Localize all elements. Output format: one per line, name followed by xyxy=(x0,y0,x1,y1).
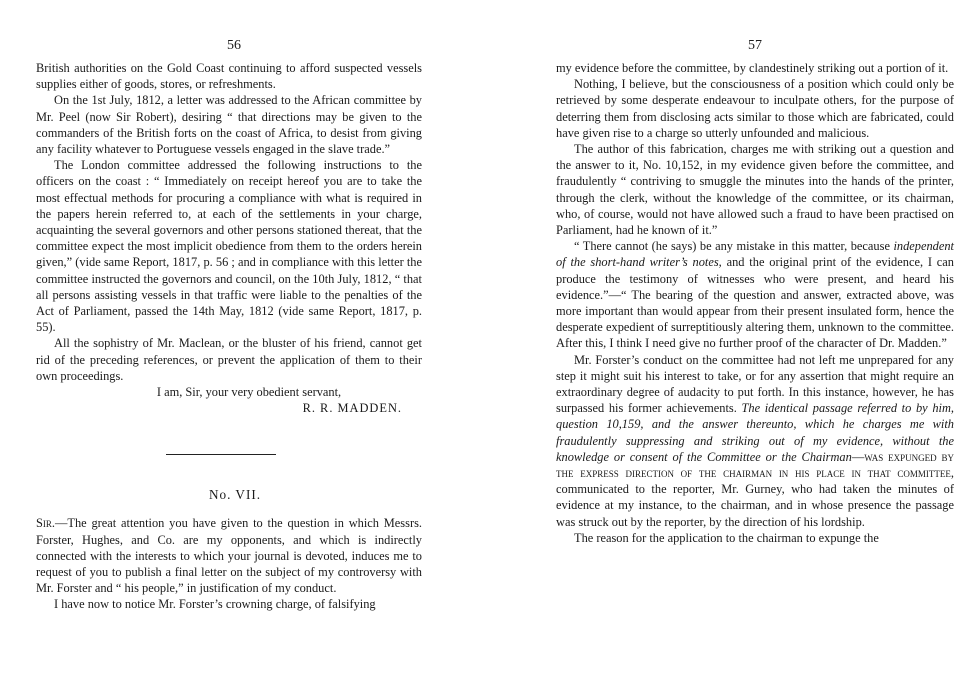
left-paragraph-1: British authorities on the Gold Coast continuing to afford suspected vessels supplies either of goods, stores, or refreshments. xyxy=(36,61,422,92)
left-page xyxy=(0,0,470,697)
left-paragraph-5-text: —The great attention you have given to the question in which Messrs. Forster, Hughes, and Co. are my opponents, and which is indirectly connected with the interests to which your journal is devoted, induces me to request of you to publish a final letter on the subject of my controversy with Mr. Forster and “ his people,” in justification of my conduct. xyxy=(36,516,422,596)
section-divider xyxy=(166,454,276,455)
page-number-right: 57 xyxy=(748,38,762,53)
right-paragraph-3: The author of this fabrication, charges me with striking out a question and the answer to it, No. 10,152, in my evidence given before the committee, and fraudulently “ contriving to smuggle the minutes into the hands of the printer, through the clerk, without the knowledge of the committee, or its chairman, who, of course, would not have allowed such a fraud to have been practised on Parliament, had he known of it.” xyxy=(556,142,954,238)
left-paragraph-4: All the sophistry of Mr. Maclean, or the bluster of his friend, cannot get rid of the preceding references, or prevent the application of them to their own proceedings. xyxy=(36,336,422,383)
paragraph-5-end: communicated to the reporter, Mr. Gurney, who had taken the minutes of evidence at my instance, to the chairman, and in whose presence the passage was struck out by the reporter, by the direction of his lordship. xyxy=(556,482,954,529)
paragraph-5-italic: The identical passage referred to by him, question 10,159, and the answer thereunto, which he charges me with fraudulently suppressing and striking out of my evidence, without the knowledge or consent of the Committee or the Chairman xyxy=(556,401,954,464)
letter-signature: R. R. MADDEN. xyxy=(302,401,402,416)
quote-italic: independent of the short-hand writer’s notes, xyxy=(556,239,954,270)
left-paragraph-2: On the 1st July, 1812, a letter was addressed to the African committee by Mr. Peel (now Sir Robert), desiring “ that directions may be given to the commanders of the British forts on the coast of Africa, to desist from giving any facility whatever to Portuguese vessels engaged in the slave trade.” xyxy=(36,93,422,157)
right-paragraph-4 xyxy=(556,238,954,351)
right-paragraph-5 xyxy=(556,352,954,530)
quote-rest: and the original print of the evidence, I can produce the testimony of witnesses who were present, and heard his evidence.”—“ The bearing of the question and answer, extracted above, was more important than would appear from their present insulated form, hence the desperate expedient of surreptitiously altering them, unknown to the committee. After this, I think I need give no further proof of the character of Dr. Madden.” xyxy=(556,255,954,351)
letter-closing: I am, Sir, your very obedient servant, xyxy=(156,385,342,400)
page-number-left: 56 xyxy=(227,38,241,53)
left-paragraph-5 xyxy=(36,515,422,596)
left-paragraph-6: I have now to notice Mr. Forster’s crowning charge, of falsifying xyxy=(54,597,376,612)
paragraph-5-start: Mr. Forster’s conduct on the committee had not left me unprepared for any step it might suit his interest to take, or for any assertion that might require an extraordinary degree of audacity to put forth. In this instance, however, he has surpassed his former achievements. xyxy=(556,352,954,416)
quote-start: “ There cannot (he says) be any mistake in this matter, because xyxy=(574,239,894,254)
right-page xyxy=(500,0,980,697)
right-paragraph-6: The reason for the application to the chairman to expunge the xyxy=(574,530,879,545)
right-paragraph-2: Nothing, I believe, but the consciousness of a position which could only be retrieved by some desperate endeavour to inculpate others, for the purpose of deterring them from disclosing acts similar to those which are fabricated, could have given rise to a charge so utterly unfounded and malicious. xyxy=(556,77,954,140)
salutation: Sir. xyxy=(36,516,55,531)
right-paragraph-1: my evidence before the committee, by clandestinely striking out a portion of it. xyxy=(556,61,949,75)
paragraph-5-smallcaps: —was expunged by the express direction of the chairman in his place in that committee, xyxy=(556,449,954,481)
letter-heading: No. VII. xyxy=(208,487,262,503)
left-paragraph-3: The London committee addressed the following instructions to the officers on the coast : “ Immediately on receipt hereof you are to take the most effectual methods for procuring a compliance with what is required in the papers herein referred to, at each of the settlements in your charge, acquainting the several governors and other persons stationed thereat, that the committee expect the most implicit obedience from them to the orders herein given,” (vide same Report, 1817, p. 56 ; and in compliance with this letter the committee instructed the governors and council, on the 10th July, 1812, “ that all persons assisting vessels in that traffic were liable to the penalties of the Act of Parliament, passed the 14th May, 1812 (vide same Report, 1817, p. 55). xyxy=(36,158,422,335)
